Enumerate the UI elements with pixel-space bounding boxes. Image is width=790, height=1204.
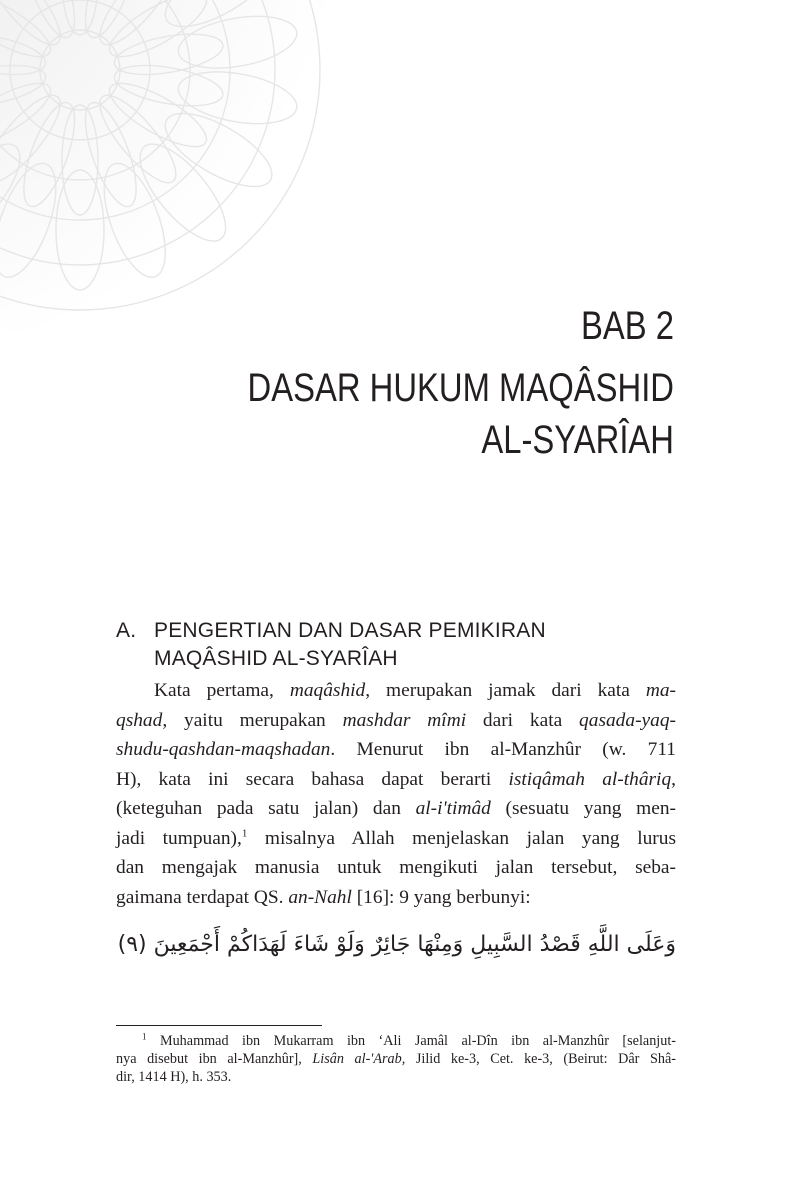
chapter-title-line-1: DASAR HUKUM MAQÂSHID (247, 366, 674, 410)
footnote-line: dir, 1414 H), h. 353. (116, 1069, 232, 1085)
footnote (116, 1032, 676, 1086)
footnote-line: $^1$ Muhammad ibn Mukarram ibn ‘Ali Jamâl al-Dîn ibn al-Manzhûr [selanjut- (142, 1031, 676, 1049)
mandala-ornament-icon (0, 0, 360, 340)
section-heading (116, 617, 676, 673)
body-line: gaimana terdapat QS. an-Nahl [16]: 9 yang berbunyi: (116, 886, 531, 908)
chapter-title-line-2: AL-SYARÎAH (481, 418, 674, 462)
footnote-ref[interactable]: 1 (241, 827, 248, 840)
section-letter: A. (116, 619, 137, 642)
body-line: Kata pertama, maqâshid, merupakan jamak dari kata ma- (154, 680, 676, 701)
body-paragraph (116, 676, 676, 912)
body-line: jadi tumpuan),$^1$ misalnya Allah menjelaskan jalan yang lurus (116, 827, 676, 849)
footnote-divider (116, 1025, 322, 1026)
quran-verse: وَعَلَى اللَّهِ قَصْدُ السَّبِيلِ وَمِنْهَا جَائِرٌ وَلَوْ شَاءَ لَهَدَاكُمْ أَجْمَعِينَ (٩) (117, 932, 676, 957)
footnote-line: nya disebut ibn al-Manzhûr], Lisân al-'Arab, Jilid ke-3, Cet. ke-3, (Beirut: Dâr Shâ- (116, 1051, 676, 1067)
body-line: shudu-qashdan-maqshadan. Menurut ibn al-Manzhûr (w. 711 (116, 739, 676, 760)
section-title-line-1: PENGERTIAN DAN DASAR PEMIKIRAN (154, 619, 546, 642)
chapter-label: BAB 2 (581, 304, 674, 348)
body-line: (keteguhan pada satu jalan) dan al-i'timâd (sesuatu yang men- (116, 798, 676, 819)
section-title-line-2: MAQÂSHID AL-SYARÎAH (154, 647, 398, 670)
footnote-number: 1 (142, 1031, 147, 1042)
body-line: dan mengajak manusia untuk mengikuti jalan tersebut, seba- (116, 857, 676, 878)
body-line: H), kata ini secara bahasa dapat berarti istiqâmah al-thâriq, (116, 768, 676, 790)
chapter-heading (215, 300, 674, 466)
body-line: qshad, yaitu merupakan mashdar mîmi dari kata qasada-yaq- (116, 709, 676, 731)
